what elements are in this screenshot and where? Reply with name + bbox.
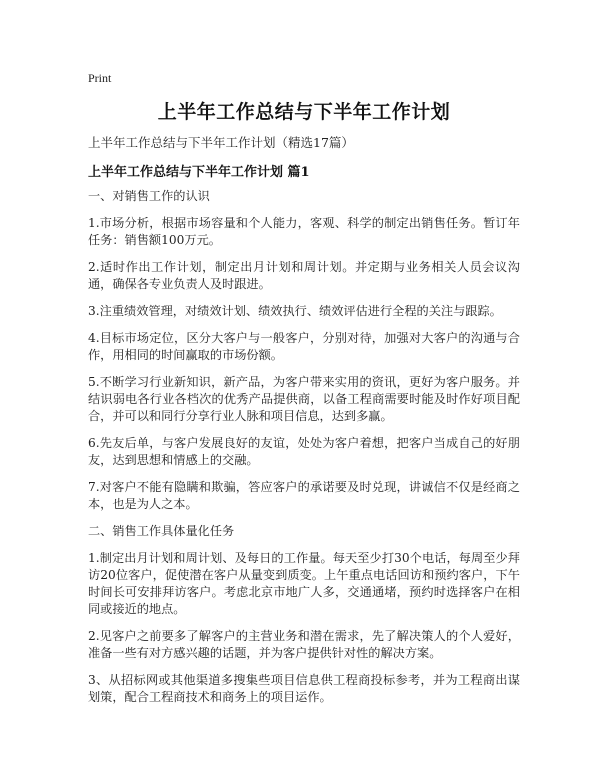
section-title: 上半年工作总结与下半年工作计划 篇1 [88,165,310,180]
paragraph: 7.对客户不能有隐瞒和欺骗，答应客户的承诺要及时兑现，讲诚信不仅是经商之本，也是为人之本。 [88,480,520,511]
paragraph: 2.适时作出工作计划，制定出月计划和周计划。并定期与业务相关人员会议沟通，确保各专业负责人及时跟进。 [88,260,520,291]
paragraph-heading-1: 一、对销售工作的认识 [88,189,210,203]
print-label[interactable]: Print [88,71,112,85]
paragraph: 2.见客户之前要多了解客户的主营业务和潜在需求，先了解决策人的个人爱好，准备一些有对方感兴趣的话题，并为客户提供针对性的解决方案。 [88,629,520,660]
paragraph: 4.目标市场定位，区分大客户与一般客户，分别对待，加强对大客户的沟通与合作，用相同的时间赢取的市场份额。 [88,331,520,362]
document-title: 上半年工作总结与下半年工作计划 [157,101,451,123]
paragraph: 6.先友后单，与客户发展良好的友谊，处处为客户着想，把客户当成自己的好朋友，达到思想和情感上的交融。 [88,436,520,467]
paragraph: 5.不断学习行业新知识，新产品，为客户带来实用的资讯，更好为客户服务。并结识弱电各行业各档次的优秀产品提供商，以备工程商需要时能及时作好项目配合，并可以和同行分享行业人脉和项目信息，达到多赢。 [88,375,520,423]
paragraph: 3、从招标网或其他渠道多搜集些项目信息供工程商投标参考，并为工程商出谋划策，配合工程商技术和商务上的项目运作。 [88,673,520,704]
paragraph: 3.注重绩效管理，对绩效计划、绩效执行、绩效评估进行全程的关注与跟踪。 [88,304,502,318]
paragraph: 1.制定出月计划和周计划、及每日的工作量。每天至少打30个电话，每周至少拜访20位客户，促使潜在客户从量变到质变。上午重点电话回访和预约客户，下午时间长可安排拜访客户。考虑北京市地广人多，交通通堵，预约时选择客户在相同或接近的地点。 [88,551,520,616]
document-content [88,188,520,716]
paragraph-heading-2: 二、销售工作具体量化任务 [88,524,235,538]
paragraph: 1.市场分析，根据市场容量和个人能力，客观、科学的制定出销售任务。暂订年任务：销售额100万元。 [88,216,520,247]
document-subtitle: 上半年工作总结与下半年工作计划（精选17篇） [88,135,354,150]
